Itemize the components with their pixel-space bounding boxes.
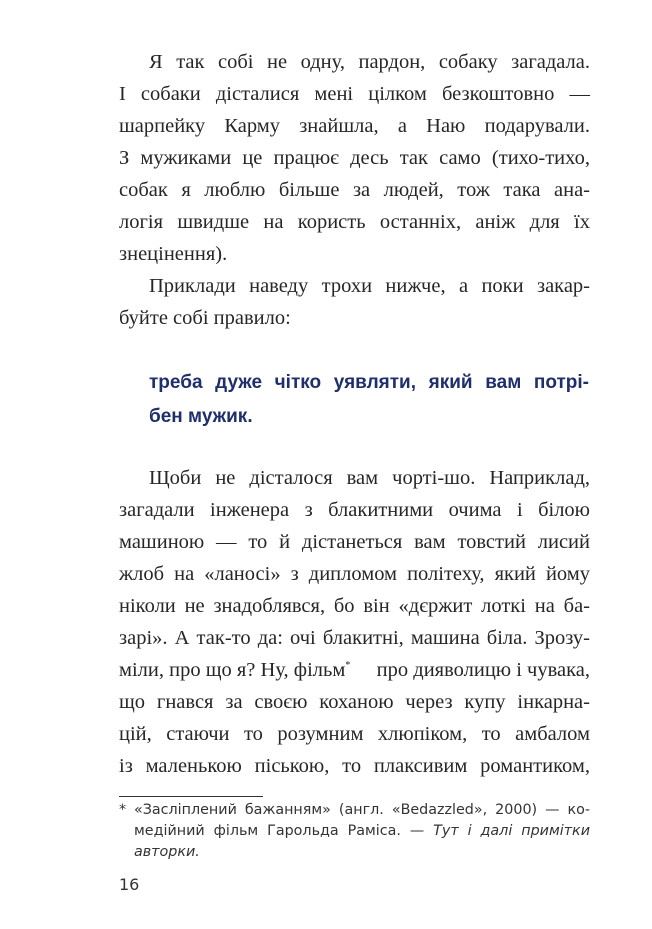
text-line: знецінення).	[119, 243, 228, 265]
text-fragment	[119, 654, 350, 686]
text-line: собак я люблю більше за людей, тож така ана-	[119, 179, 590, 201]
highlight-line: треба дуже чітко уявляти, який вам потрі-	[149, 372, 589, 393]
footnote-line	[119, 842, 590, 863]
text-line: машиною — то й дістанеться вам товстий лисий	[119, 531, 590, 553]
text-line: жлоб на «ланосі» з дипломом політеху, який йому	[119, 563, 590, 585]
text-segment: міли, про що я? Ну, фільм	[119, 659, 346, 681]
text-line: З мужиками це працює десь так само (тихо-тихо,	[119, 147, 590, 169]
text-line: ніколи не знадоблявся, бо він «дєржит лоткі на ба-	[119, 595, 590, 617]
paragraph-3	[119, 462, 590, 782]
text-line: що гнався за своєю коханою через купу інкарна-	[119, 691, 590, 713]
footnote-text: «Засліплений бажанням» (англ. «Bedazzled», 2000) — ко-	[134, 802, 590, 818]
text-line: зарі». А так-то да: очі блакитні, машина біла. Зрозу-	[119, 627, 590, 649]
text-line: Щоби не дісталося вам чорті-шо. Наприклад,	[149, 467, 590, 489]
text-line: загадали інженера з блакитними очима і білою	[119, 499, 590, 521]
paragraph-1	[119, 46, 590, 270]
footnote-marker: *	[119, 802, 127, 818]
text-line: із маленькою піською, то плаксивим романтиком,	[119, 755, 590, 777]
text-line: цій, стаючи то розумним хлюпіком, то амбалом	[119, 723, 590, 745]
text-line: буйте собі правило:	[119, 307, 291, 329]
text-fragment: про дияволицю і чувака,	[376, 659, 590, 681]
highlight-line: бен мужик.	[149, 406, 253, 427]
text-line: І собаки дісталися мені цілком безкоштовно —	[119, 83, 590, 105]
text-line: шарпейку Карму знайшла, а Наю подарували.	[119, 115, 590, 137]
paragraph-2	[119, 270, 590, 334]
footnote-line	[119, 800, 590, 821]
footnote-text: медійний фільм Гарольда Раміса. —	[134, 823, 434, 839]
footnote-line	[119, 821, 590, 842]
footnote-italic-text: Тут і далі примітки	[433, 823, 590, 839]
text-line: Я так собі не одну, пардон, собаку загадала.	[149, 51, 590, 73]
footnote	[119, 800, 590, 863]
text-line: логія швидше на користь останніх, аніж для їх	[119, 211, 590, 233]
highlighted-rule	[149, 366, 589, 434]
text-line: Приклади наведу трохи нижче, а поки закар-	[149, 275, 590, 297]
footnote-italic-text: авторки.	[134, 844, 200, 860]
footnote-divider	[119, 796, 263, 797]
page-number: 16	[119, 875, 140, 894]
footnote-reference: *	[345, 660, 351, 672]
text-line-with-footnote	[119, 654, 590, 686]
